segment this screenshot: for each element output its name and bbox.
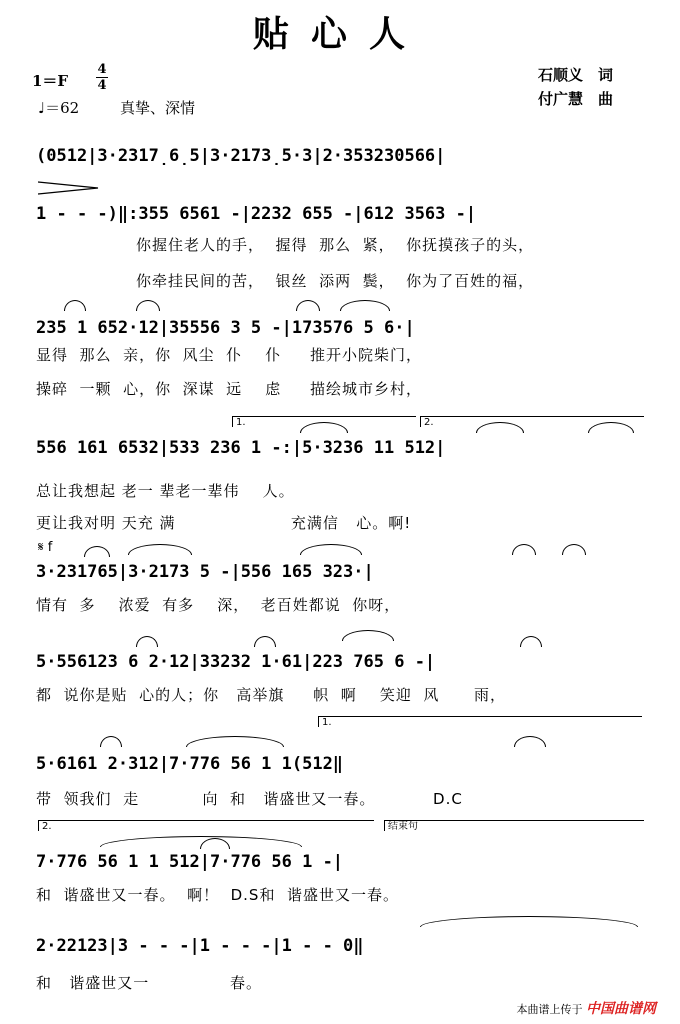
tie-arc [128, 544, 192, 555]
lyric-line: 都 说你是贴 心的人；你 高举旗 帜 啊 笑迎 风 雨， [36, 686, 506, 704]
tie-arc [520, 636, 542, 647]
song-title: 贴心人 [252, 13, 427, 55]
segno-dynamic: 𝄋 f [38, 540, 53, 555]
time-bottom: 4 [97, 78, 107, 93]
lyric-verse-1: 你握住老人的手， 握得 那么 紧， 你抚摸孩子的头， [136, 236, 535, 254]
notation-line: (0512|3·2317̣6̣5|3·2173̣5·3|2·353230566| [36, 146, 446, 166]
notation-line: 1 - - -)‖:355 6561 -|2232 655 -|612 3563 -| [36, 204, 477, 224]
tie-arc [296, 300, 320, 311]
notation-line: 2·22123|3 - - -|1 - - -|1 - - 0‖ [36, 936, 364, 956]
tie-arc [514, 736, 546, 747]
footer-text: 本曲谱上传于 [516, 1003, 583, 1016]
tie-arc [342, 630, 394, 641]
coda-ending-label: 结束句 [384, 820, 644, 831]
site-watermark [517, 998, 657, 1018]
expression-marking: 真挚、深情 [120, 99, 196, 117]
tie-arc [136, 300, 160, 311]
time-top: 4 [97, 62, 107, 77]
score-row-6 [36, 646, 650, 704]
lyric-line: 和 谐盛世又一春。 啊！ D.S和 谐盛世又一春。 [36, 886, 399, 904]
volta-second-ending: 2. [420, 416, 644, 427]
tie-arc [186, 736, 284, 747]
tie-arc [84, 546, 110, 557]
tempo-marking: ♩＝62 [38, 99, 80, 117]
notation-line: 3·231765|3·2173 5 -|556 165 323·| [36, 562, 374, 582]
lyric-verse-2: 操碎 一颗 心，你 深谋 远 虑 描绘城市乡村， [36, 380, 423, 398]
volta-first-ending: 1. [232, 416, 416, 427]
tie-arc [254, 636, 276, 647]
time-signature [96, 62, 108, 93]
notation-line: 235 1 652·12|35556 3 5 -|173576 5 6·| [36, 318, 415, 338]
site-brand-logo: 中国曲谱网 [586, 1001, 656, 1017]
lyric-line: 情有 多 浓爱 有多 深， 老百姓都说 你呀， [36, 596, 401, 614]
tie-arc [136, 636, 158, 647]
tie-arc [562, 544, 586, 555]
tie-arc [100, 736, 122, 747]
volta-first-ending: 1. [318, 716, 642, 727]
score-row-2 [36, 198, 650, 290]
score-row-3 [36, 312, 650, 398]
score-row-5 [36, 556, 650, 614]
volta-second-ending: 2. [38, 820, 374, 831]
notation-line: 7·776 56 1 1 512|7·776 56 1 -| [36, 852, 344, 872]
composer-credit: 付广慧 曲 [538, 90, 614, 108]
decrescendo-hairpin [38, 180, 100, 196]
tie-arc [64, 300, 86, 311]
score-row-1 [36, 140, 650, 192]
key-signature: 1＝F [32, 72, 69, 90]
lyricist-credit: 石顺义 词 [538, 66, 614, 84]
tie-arc [420, 916, 638, 927]
lyric-line: 和 谐盛世又一 春。 [36, 974, 263, 992]
score-row-7 [36, 748, 650, 808]
tie-arc [340, 300, 390, 311]
notation-line: 5·6161 2·312|7·776 56 1 1(512‖ [36, 754, 344, 774]
score-row-4 [36, 432, 650, 532]
notation-line: 556 161 6532|533 236 1 -:|5·3236 11 512| [36, 438, 446, 458]
lyric-verse-2: 你牵挂民间的苦， 银丝 添两 鬓， 你为了百姓的福， [136, 272, 535, 290]
lyric-verse-1: 显得 那么 亲，你 风尘 仆 仆 推开小院柴门， [36, 346, 423, 364]
lyric-line: 带 领我们 走 向 和 谐盛世又一春。 D.C [36, 790, 463, 808]
tie-arc [512, 544, 536, 555]
lyric-verse-1: 总让我想起 老一 辈老一辈伟 人。 [36, 482, 295, 500]
notation-line: 5·556123 6 2·12|33232 1·61|223 765 6 -| [36, 652, 436, 672]
lyric-verse-2: 更让我对明 天充 满 充满信 心。啊! [36, 514, 412, 532]
score-row-9 [36, 930, 650, 992]
score-row-8 [36, 846, 650, 904]
tie-arc [300, 544, 362, 555]
